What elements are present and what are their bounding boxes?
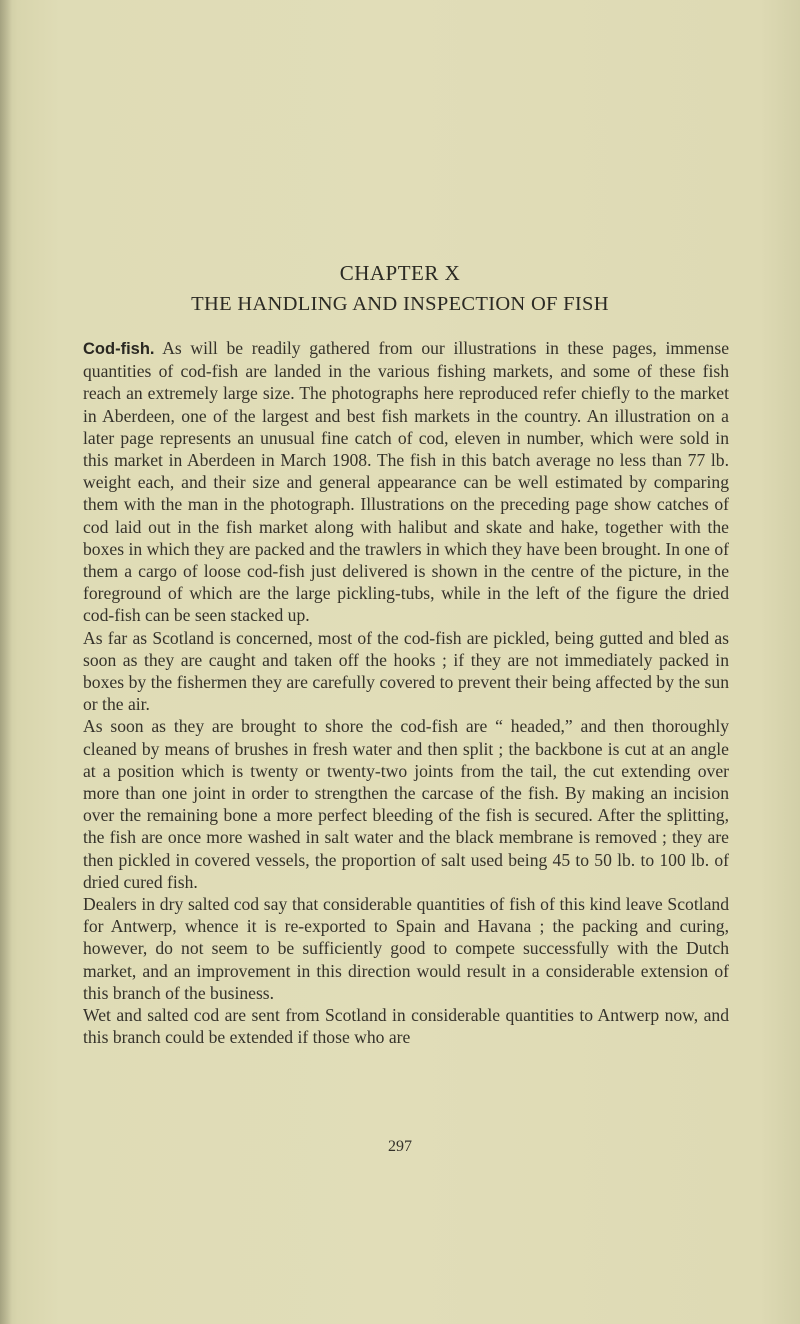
chapter-title: THE HANDLING AND INSPECTION OF FISH [191, 293, 609, 315]
paragraph-1-text: As will be readily gathered from our illustrations in these pages, immense quantities of cod-fish are landed in the various fishing markets, and some of these fish reach an extremely large size. The photographs here reproduced refer chiefly to the market in Aberdeen, one of the largest and best fish markets in the country. An illustration on a later page represents an unusual fine catch of cod, eleven in number, which were sold in this market in Aberdeen in March 1908. The fish in this batch average no less than 77 lb. weight each, and their size and general appearance can be well estimated by comparing them with the man in the photograph. Illustrations on the preceding page show catches of cod laid out in the fish market along with halibut and skate and hake, together with the boxes in which they are packed and the trawlers in which they have been brought. In one of them a cargo of loose cod-fish just delivered is shown in the centre of the picture, in the foreground of which are the large pickling-tubs, while in the left of the figure the dried cod-fish can be seen stacked up. [83, 338, 729, 626]
paragraph-lead-codfish: Cod-fish. [83, 340, 155, 358]
paragraph-4: Dealers in dry salted cod say that considerable quantities of fish of this kind leave Scotland for Antwerp, whence it is re-exported to Spain and Havana ; the packing and curing, however, do not seem to be sufficiently good to compete successfully with the Dutch market, and an improvement in this direction would result in a considerable extension of this branch of the business. [83, 894, 729, 1003]
paragraph-3: As soon as they are brought to shore the cod-fish are “ headed,” and then thoroughly cleaned by means of brushes in fresh water and then split ; the backbone is cut at an angle at a position which is twenty or twenty-two joints from the tail, the cut extending over more than one joint in order to strengthen the carcase of the fish. By making an incision over the remaining bone a more perfect bleeding of the fish is secured. After the splitting, the fish are once more washed in salt water and the black membrane is removed ; they are then pickled in covered vessels, the proportion of salt used being 45 to 50 lb. to 100 lb. of dried cured fish. [83, 716, 729, 892]
body-text [83, 337, 729, 1049]
paragraph-2: As far as Scotland is concerned, most of the cod-fish are pickled, being gutted and bled as soon as they are caught and taken off the hooks ; if they are not immediately packed in boxes by the fishermen they are carefully covered to prevent their being affected by the sun or the air. [83, 627, 729, 715]
chapter-heading: CHAPTER X [339, 261, 461, 285]
binding-shadow [0, 0, 12, 1324]
paragraph-5: Wet and salted cod are sent from Scotland in considerable quantities to Antwerp now, and this branch could be extended if those who are [83, 1005, 729, 1048]
page-number: 297 [388, 1138, 412, 1155]
paragraph-1 [83, 337, 729, 627]
